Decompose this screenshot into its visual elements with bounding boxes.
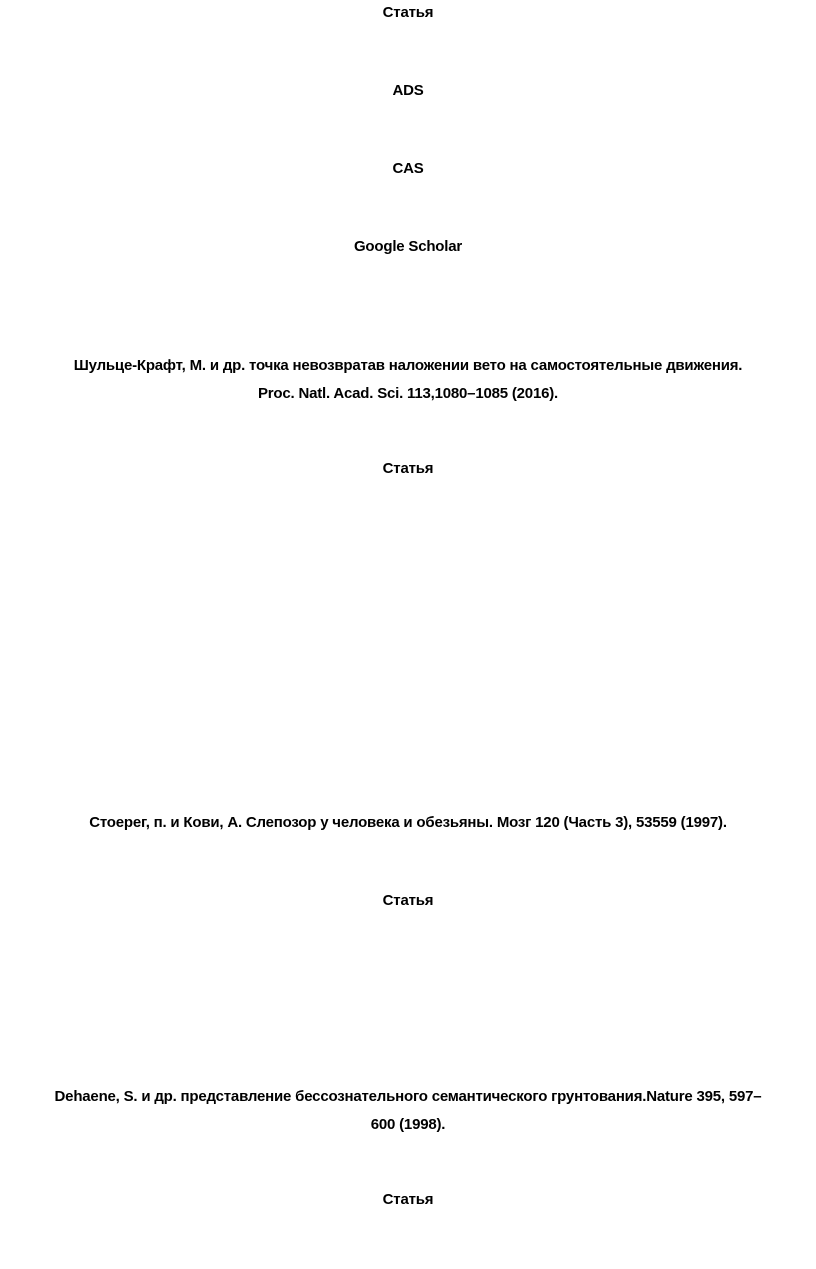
- reference-schultze-kraft: [0, 352, 816, 408]
- reference-line: Proc. Natl. Acad. Sci. 113,1080–1085 (2016).: [257, 385, 558, 402]
- link-article-1[interactable]: Статья: [382, 4, 434, 21]
- link-article-2[interactable]: Статья: [382, 460, 434, 477]
- link-ads[interactable]: ADS: [392, 82, 424, 99]
- link-cas[interactable]: CAS: [392, 160, 424, 177]
- reference-line: Dehaene, S. и др. представление бессознательного семантического грунтования.Nature 395, 597–: [54, 1088, 762, 1105]
- reference-dehaene: [0, 1083, 816, 1139]
- reference-line: Стоерег, п. и Кови, А. Слепозор у человека и обезьяны. Мозг 120 (Часть 3), 53559 (1997).: [89, 814, 727, 831]
- reference-line: Шульце-Крафт, М. и др. точка невозвратав наложении вето на самостоятельные движения.: [73, 357, 743, 374]
- link-article-3[interactable]: Статья: [382, 892, 434, 909]
- reference-stoerig-cowey: [0, 809, 816, 837]
- reference-line: 600 (1998).: [370, 1116, 446, 1133]
- link-article-4[interactable]: Статья: [382, 1191, 434, 1208]
- link-google-scholar[interactable]: Google Scholar: [353, 238, 463, 255]
